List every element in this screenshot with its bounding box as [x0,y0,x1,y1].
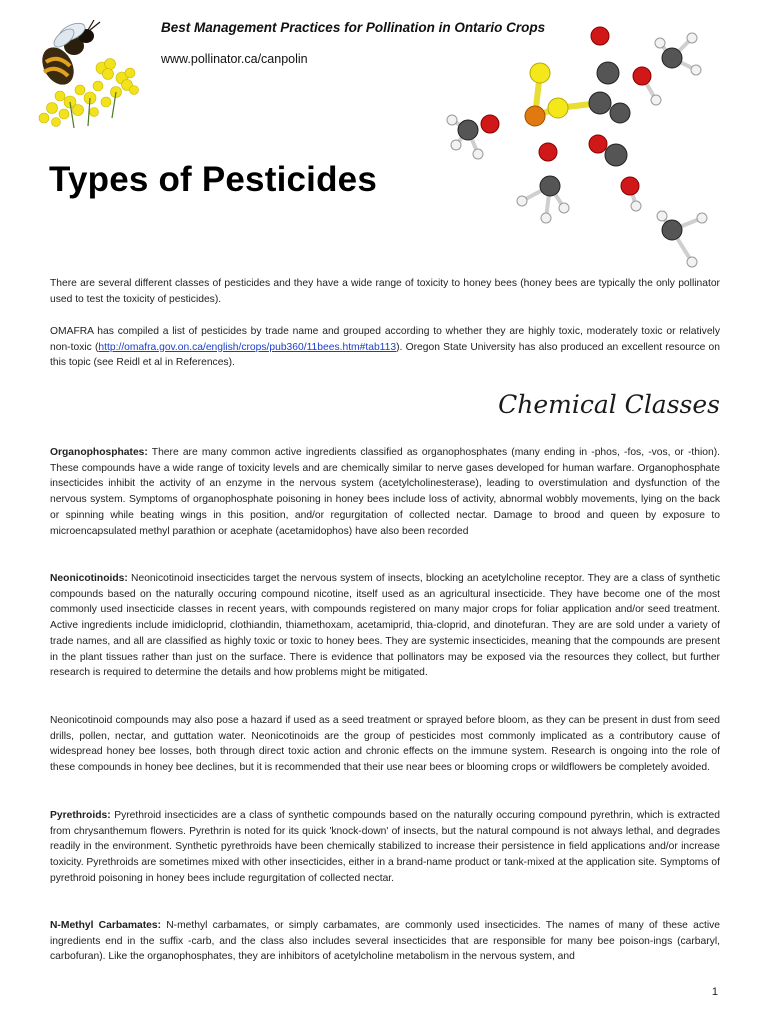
omafra-text-after: ). Oregon State University has also produced an excellent resource on this topic (see Reidl et al in References). [50,341,720,369]
carbamates-paragraph [50,918,720,965]
neonicotinoids-heading: Neonicotinoids: [50,573,128,584]
carbamates-text: N-methyl carbamates, or simply carbamates, are commonly used insecticides. The names of many of these active ingredients end in the suffix -carb, and the class also includes several insecticides that are responsible for many bee poison-ings (carbaryl, carbofuran). Like the organophosphates, they are inhibitors of acetylcholine metabolism in the nervous system, and [50,920,720,963]
omafra-link[interactable]: http://omafra.gov.on.ca/english/crops/pub360/11bees.htm#tab113 [98,341,397,353]
neonicotinoids-paragraph [50,571,720,681]
carbamates-heading: N-Methyl Carbamates: [50,920,162,931]
bee-logo-icon [30,18,152,130]
header-title: Best Management Practices for Pollination in Ontario Crops [161,20,546,35]
section-heading: Chemical Classes [498,390,720,419]
pyrethroids-paragraph [50,808,720,887]
neonicotinoids-paragraph-2: Neonicotinoid compounds may also pose a hazard if used as a seed treatment or sprayed before bloom, as they can be present in dust from seed drills, pollen, nectar, and guttation water. Neonicotinoids are the group of pesticides most commonly implicated as a contributory cause of widespread honey bee losses, both through direct toxic action and chronic effects on the immune system. Research is ongoing into the role of these compounds in honey bee declines, but it is recommended that their use near bees or blooming crops or wildflowers be completely avoided. [50,715,720,774]
neonicotinoids-text: Neonicotinoid insecticides target the nervous system of insects, blocking an acetylcholine receptor. They are a class of synthetic compounds based on the naturally occuring compound nicotine, itself used as an agricultural insecticide. They have become one of the most commonly used insecticide classes in recent years, with compounds registered on many major crops for foliar application and/or seed treatment. Active ingredients include imidicloprid, clothiandin, thiamethoxam, acetamiprid, thia-cloprid, and dinotefuran. They are are sold under a variety of trade names, and all are classified as highly toxic or toxic to honey bees. They are systemic insecticides, meaning that the compounds are present in the plant tissues rather than just on the surface. There is evidence that pollinators may be exposed via the resources they collect, but further research is required to determine the details and how problems might be mitigated. [50,573,720,679]
organophosphates-heading: Organophosphates: [50,447,148,458]
page-title: Types of Pesticides [49,160,377,199]
intro-paragraph: There are several different classes of pesticides and they have a wide range of toxicity to honey bees (honey bees are typically the only pollinator used to test the toxicity of pesticides). [50,278,720,305]
header-url[interactable]: www.pollinator.ca/canpolin [161,52,308,66]
page-number: 1 [711,986,718,998]
pyrethroids-heading: Pyrethroids: [50,810,111,821]
omafra-text-before: OMAFRA has compiled a list of pesticides by trade name and grouped according to whether they are highly toxic, moderately toxic or relatively non-toxic ( [50,326,720,353]
omafra-paragraph [50,324,720,371]
organophosphates-text: There are many common active ingredients classified as organophosphates (many ending in -phos, -fos, -vos, or -thion). These compounds have a wide range of toxicity levels and are chemically similar to nerve gases developed for human warfare. Organophosphate insecticides inhibit the activity of an enzyme in the nervous system (acetylcholinesterase), leading to overstimulation and dysfunction of the nervous system. Symptoms of organophosphate poisoning in honey bees include loss of activity, abnormal wobbly movements, lying on the back or spinning while beating wings in this position, and/or regurgitation of collected nectar. Damage to brood and queen by exposure to microencapsulated methyl parathion or acephate (acetamidophos) have also been recorded [50,447,720,537]
molecule-illustration-icon [430,18,730,273]
organophosphates-paragraph [50,445,720,539]
pyrethroids-text: Pyrethroid insecticides are a class of synthetic compounds based on the naturally occuring compound pyrethrin, which is extracted from chrysanthemum flowers. Pyrethrin is noted for its quick 'knock-down' of insects, but the natural compound is not always lethal, and degrades readily in the environment. Synthetic pyrethroids have been chemically stabilized to increase their persistence in field applications and/or increase toxicity. Pyrethroids are sometimes mixed with other insecticides, either in a brand-name product or tank-mixed at the application site. Symptoms of pyrethroid poisoning in honey bees include regurgitation of collected nectar. [50,810,720,884]
